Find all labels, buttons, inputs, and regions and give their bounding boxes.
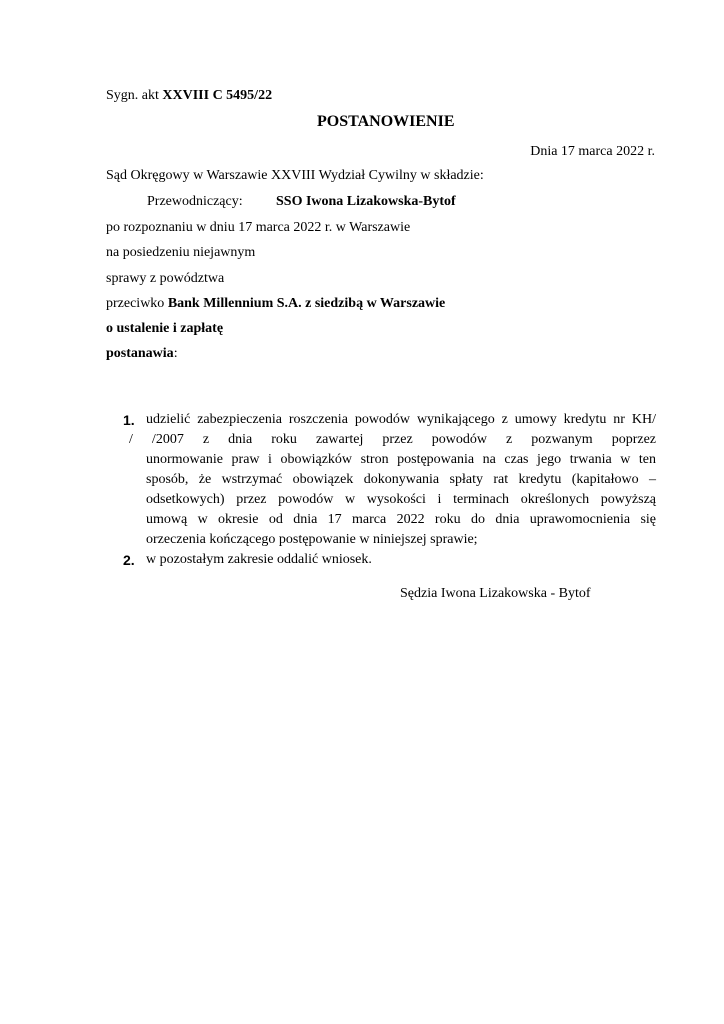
subject-line: o ustalenie i zapłatę [106,321,224,336]
item-2-text: w pozostałym zakresie oddalić wniosek. [146,552,372,567]
item-1-line: umową w okresie od dnia 17 marca 2022 roku do dnia uprawomocnienia się [146,512,656,527]
claim-line: sprawy z powództwa [106,271,225,286]
item-number-1: 1. [123,412,135,428]
against-party: Bank Millennium S.A. z siedzibą w Warszawie [167,296,446,311]
document-title: POSTANOWIENIE [317,113,455,130]
item-1-line: sposób, że wstrzymać obowiązek dokonywania spłaty rat kredytu (kapitałowo – [146,472,656,487]
decides-line [106,346,178,362]
decides-colon: : [173,346,178,361]
case-signature [106,88,272,104]
chair-label: Przewodniczący: [147,194,243,209]
judge-signature: Sędzia Iwona Lizakowska - Bytof [400,586,591,601]
document-date: Dnia 17 marca 2022 r. [530,144,655,159]
item-1-line: unormowanie praw i obowiązków stron postępowania na czas jego trwania w ten [146,452,656,467]
against-line [106,296,445,312]
against-prefix: przeciwko [106,296,165,311]
item-1-line: orzeczenia kończącego postępowanie w niniejszej sprawie; [146,532,478,547]
decides-word: postanawia [106,346,174,361]
case-signature-label: Sygn. akt [106,88,159,103]
item-1-line: odsetkowych) przez powodów w wysokości i terminach określonych powyższą [146,492,656,507]
session-line: na posiedzeniu niejawnym [106,245,256,260]
court-composition: Sąd Okręgowy w Warszawie XXVIII Wydział Cywilny w składzie: [106,168,484,183]
item-1-text [129,410,656,550]
item-1-line: / /2007 z dnia roku zawartej przez powodów z pozwanym poprzez [129,432,656,447]
item-number-2: 2. [123,552,135,568]
hearing-line: po rozpoznaniu w dniu 17 marca 2022 r. w Warszawie [106,220,411,235]
chair-name: SSO Iwona Lizakowska-Bytof [276,194,456,209]
case-signature-value: XXVIII C 5495/22 [162,88,273,103]
item-1-line: udzielić zabezpieczenia roszczenia powodów wynikającego z umowy kredytu nr KH/ [146,412,656,427]
